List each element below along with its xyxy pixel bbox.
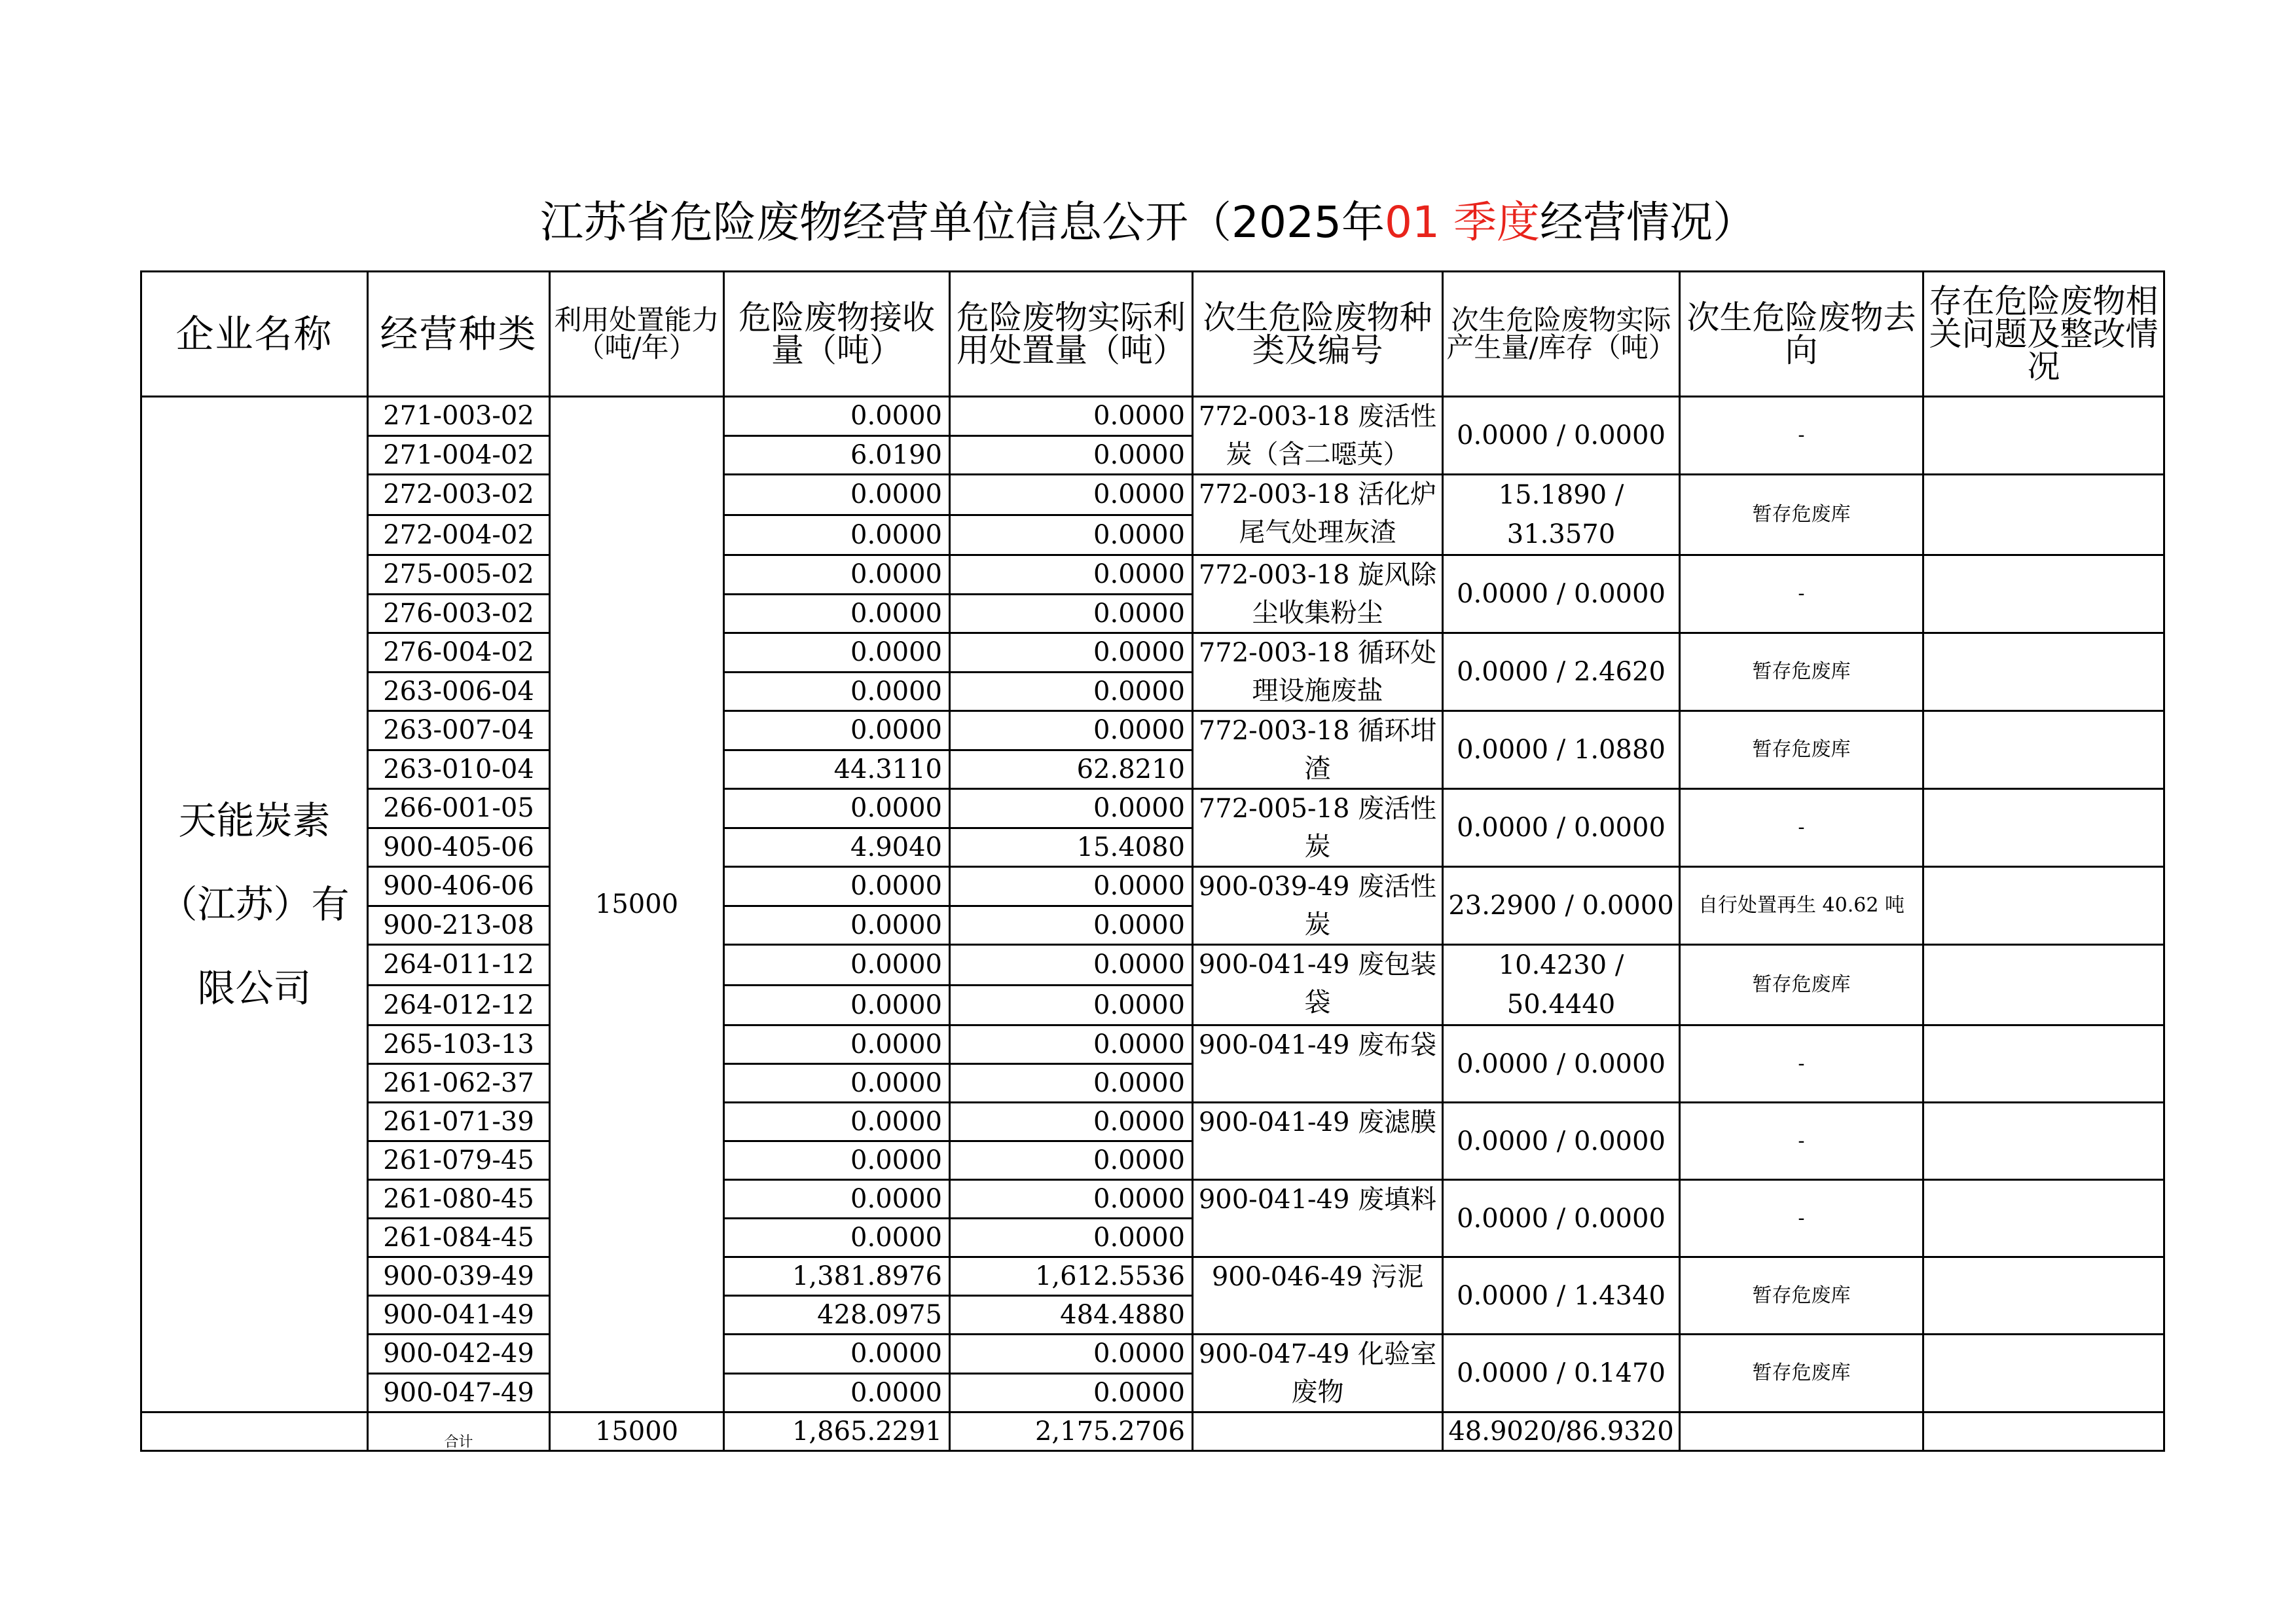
received-value: 0.0000 xyxy=(724,555,950,595)
total-capacity: 15000 xyxy=(550,1412,724,1451)
category-code: 900-213-08 xyxy=(368,906,550,945)
utilized-value: 0.0000 xyxy=(950,867,1193,906)
utilized-value: 0.0000 xyxy=(950,1025,1193,1064)
category-code: 264-012-12 xyxy=(368,985,550,1025)
issue-cell xyxy=(1923,397,2164,475)
secondary-type: 900-047-49 化验室废物 xyxy=(1193,1335,1443,1412)
utilized-value: 0.0000 xyxy=(950,475,1193,515)
secondary-amount: 0.0000 / 0.0000 xyxy=(1443,397,1680,475)
table-body xyxy=(141,397,2164,1451)
utilized-value: 62.8210 xyxy=(950,750,1193,789)
received-value: 0.0000 xyxy=(724,985,950,1025)
table-row xyxy=(141,867,2164,906)
category-code: 263-007-04 xyxy=(368,711,550,750)
total-utilized: 2,175.2706 xyxy=(950,1412,1193,1451)
secondary-destination: 暂存危废库 xyxy=(1680,1335,1923,1412)
received-value: 0.0000 xyxy=(724,945,950,986)
issue-cell xyxy=(1923,1180,2164,1257)
issue-cell xyxy=(1923,711,2164,789)
utilized-value: 0.0000 xyxy=(950,515,1193,555)
secondary-type: 772-003-18 循环坩渣 xyxy=(1193,711,1443,789)
utilized-value: 0.0000 xyxy=(950,1064,1193,1103)
received-value: 0.0000 xyxy=(724,789,950,828)
secondary-type: 900-039-49 废活性炭 xyxy=(1193,867,1443,945)
table-row xyxy=(141,397,2164,436)
category-code: 261-062-37 xyxy=(368,1064,550,1103)
secondary-type: 772-003-18 活化炉尾气处理灰渣 xyxy=(1193,475,1443,555)
utilized-value: 0.0000 xyxy=(950,1335,1193,1374)
utilized-value: 0.0000 xyxy=(950,711,1193,750)
secondary-destination: 暂存危废库 xyxy=(1680,475,1923,555)
category-code: 261-084-45 xyxy=(368,1219,550,1257)
secondary-type: 772-003-18 旋风除尘收集粉尘 xyxy=(1193,555,1443,633)
header-company: 企业名称 xyxy=(141,272,368,397)
secondary-type: 900-041-49 废填料 xyxy=(1193,1180,1443,1257)
issue-cell xyxy=(1923,1025,2164,1103)
secondary-amount: 0.0000 / 0.1470 xyxy=(1443,1335,1680,1412)
total-row xyxy=(141,1412,2164,1451)
category-code: 900-047-49 xyxy=(368,1373,550,1412)
utilized-value: 0.0000 xyxy=(950,906,1193,945)
header-category: 经营种类 xyxy=(368,272,550,397)
secondary-type: 772-003-18 循环处理设施废盐 xyxy=(1193,633,1443,711)
secondary-destination: 暂存危废库 xyxy=(1680,633,1923,711)
issue-cell xyxy=(1923,1103,2164,1180)
received-value: 6.0190 xyxy=(724,435,950,475)
utilized-value: 484.4880 xyxy=(950,1296,1193,1335)
header-capacity: 利用处置能力（吨/年） xyxy=(550,272,724,397)
issue-cell xyxy=(1923,633,2164,711)
header-issues: 存在危险废物相关问题及整改情况 xyxy=(1923,272,2164,397)
capacity-value: 15000 xyxy=(550,397,724,1412)
secondary-amount: 23.2900 / 0.0000 xyxy=(1443,867,1680,945)
utilized-value: 0.0000 xyxy=(950,1180,1193,1219)
category-code: 275-005-02 xyxy=(368,555,550,595)
total-empty-dest xyxy=(1680,1412,1923,1451)
title-prefix: 江苏省危险废物经营单位信息公开（2025年 xyxy=(540,197,1385,248)
category-code: 276-003-02 xyxy=(368,594,550,633)
table-row xyxy=(141,789,2164,828)
secondary-type: 900-041-49 废布袋 xyxy=(1193,1025,1443,1103)
received-value: 0.0000 xyxy=(724,672,950,711)
category-code: 900-406-06 xyxy=(368,867,550,906)
utilized-value: 0.0000 xyxy=(950,1103,1193,1141)
issue-cell xyxy=(1923,475,2164,555)
table-row xyxy=(141,555,2164,595)
table-row xyxy=(141,1335,2164,1374)
received-value: 0.0000 xyxy=(724,711,950,750)
company-name: 天能炭素（江苏）有限公司 xyxy=(141,397,368,1412)
disclosure-table xyxy=(140,270,2165,1452)
total-empty-type xyxy=(1193,1412,1443,1451)
secondary-amount: 0.0000 / 0.0000 xyxy=(1443,1103,1680,1180)
category-code: 900-039-49 xyxy=(368,1257,550,1296)
issue-cell xyxy=(1923,1335,2164,1412)
category-code: 263-010-04 xyxy=(368,750,550,789)
utilized-value: 0.0000 xyxy=(950,1141,1193,1180)
issue-cell xyxy=(1923,945,2164,1025)
utilized-value: 0.0000 xyxy=(950,1373,1193,1412)
category-code: 276-004-02 xyxy=(368,633,550,673)
header-secondary-dest: 次生危险废物去向 xyxy=(1680,272,1923,397)
secondary-amount: 0.0000 / 1.4340 xyxy=(1443,1257,1680,1335)
received-value: 0.0000 xyxy=(724,1335,950,1374)
utilized-value: 15.4080 xyxy=(950,828,1193,867)
secondary-type: 772-003-18 废活性炭（含二噁英） xyxy=(1193,397,1443,475)
received-value: 0.0000 xyxy=(724,1025,950,1064)
secondary-destination: 暂存危废库 xyxy=(1680,1257,1923,1335)
utilized-value: 0.0000 xyxy=(950,945,1193,986)
secondary-destination: - xyxy=(1680,1180,1923,1257)
page-title xyxy=(0,190,2296,255)
received-value: 0.0000 xyxy=(724,515,950,555)
category-code: 271-004-02 xyxy=(368,435,550,475)
received-value: 0.0000 xyxy=(724,1219,950,1257)
received-value: 428.0975 xyxy=(724,1296,950,1335)
total-empty-issue xyxy=(1923,1412,2164,1451)
table-row xyxy=(141,1257,2164,1296)
received-value: 0.0000 xyxy=(724,397,950,436)
secondary-amount: 10.4230 / 50.4440 xyxy=(1443,945,1680,1025)
category-code: 272-003-02 xyxy=(368,475,550,515)
received-value: 0.0000 xyxy=(724,633,950,673)
secondary-destination: - xyxy=(1680,1103,1923,1180)
issue-cell xyxy=(1923,1257,2164,1335)
issue-cell xyxy=(1923,867,2164,945)
received-value: 0.0000 xyxy=(724,475,950,515)
header-secondary-amount: 次生危险废物实际产生量/库存（吨） xyxy=(1443,272,1680,397)
secondary-amount: 0.0000 / 0.0000 xyxy=(1443,555,1680,633)
utilized-value: 0.0000 xyxy=(950,1219,1193,1257)
category-code: 266-001-05 xyxy=(368,789,550,828)
secondary-destination: - xyxy=(1680,789,1923,867)
secondary-amount: 0.0000 / 0.0000 xyxy=(1443,789,1680,867)
secondary-destination: - xyxy=(1680,555,1923,633)
total-secondary-amount: 48.9020/86.9320 xyxy=(1443,1412,1680,1451)
category-code: 264-011-12 xyxy=(368,945,550,986)
table-row xyxy=(141,1180,2164,1219)
secondary-destination: 自行处置再生 40.62 吨 xyxy=(1680,867,1923,945)
title-suffix: 经营情况） xyxy=(1539,197,1756,248)
secondary-type: 900-041-49 废包装袋 xyxy=(1193,945,1443,1025)
received-value: 1,381.8976 xyxy=(724,1257,950,1296)
utilized-value: 0.0000 xyxy=(950,435,1193,475)
utilized-value: 0.0000 xyxy=(950,672,1193,711)
received-value: 0.0000 xyxy=(724,1373,950,1412)
category-code: 261-080-45 xyxy=(368,1180,550,1219)
header-received: 危险废物接收量（吨） xyxy=(724,272,950,397)
secondary-amount: 0.0000 / 0.0000 xyxy=(1443,1180,1680,1257)
total-label: 合计 xyxy=(368,1412,550,1451)
received-value: 44.3110 xyxy=(724,750,950,789)
category-code: 265-103-13 xyxy=(368,1025,550,1064)
received-value: 0.0000 xyxy=(724,1141,950,1180)
issue-cell xyxy=(1923,555,2164,633)
secondary-amount: 0.0000 / 2.4620 xyxy=(1443,633,1680,711)
secondary-type: 900-046-49 污泥 xyxy=(1193,1257,1443,1335)
category-code: 261-079-45 xyxy=(368,1141,550,1180)
table-row xyxy=(141,1025,2164,1064)
secondary-type: 900-041-49 废滤膜 xyxy=(1193,1103,1443,1180)
utilized-value: 0.0000 xyxy=(950,789,1193,828)
category-code: 900-042-49 xyxy=(368,1335,550,1374)
utilized-value: 0.0000 xyxy=(950,633,1193,673)
issue-cell xyxy=(1923,789,2164,867)
utilized-value: 0.0000 xyxy=(950,594,1193,633)
secondary-destination: - xyxy=(1680,397,1923,475)
secondary-amount: 0.0000 / 1.0880 xyxy=(1443,711,1680,789)
secondary-destination: 暂存危废库 xyxy=(1680,945,1923,1025)
secondary-type: 772-005-18 废活性炭 xyxy=(1193,789,1443,867)
table-row xyxy=(141,475,2164,515)
table-row xyxy=(141,633,2164,673)
received-value: 0.0000 xyxy=(724,1064,950,1103)
title-quarter: 01 季度 xyxy=(1385,197,1540,248)
total-empty-company xyxy=(141,1412,368,1451)
secondary-amount: 15.1890 / 31.3570 xyxy=(1443,475,1680,555)
category-code: 263-006-04 xyxy=(368,672,550,711)
category-code: 271-003-02 xyxy=(368,397,550,436)
utilized-value: 0.0000 xyxy=(950,985,1193,1025)
category-code: 272-004-02 xyxy=(368,515,550,555)
table-header xyxy=(141,272,2164,397)
utilized-value: 0.0000 xyxy=(950,397,1193,436)
header-utilized: 危险废物实际利用处置量（吨） xyxy=(950,272,1193,397)
secondary-amount: 0.0000 / 0.0000 xyxy=(1443,1025,1680,1103)
utilized-value: 1,612.5536 xyxy=(950,1257,1193,1296)
received-value: 0.0000 xyxy=(724,1180,950,1219)
table-row xyxy=(141,1103,2164,1141)
category-code: 261-071-39 xyxy=(368,1103,550,1141)
category-code: 900-405-06 xyxy=(368,828,550,867)
received-value: 4.9040 xyxy=(724,828,950,867)
secondary-destination: - xyxy=(1680,1025,1923,1103)
received-value: 0.0000 xyxy=(724,867,950,906)
received-value: 0.0000 xyxy=(724,906,950,945)
header-secondary-type: 次生危险废物种类及编号 xyxy=(1193,272,1443,397)
received-value: 0.0000 xyxy=(724,1103,950,1141)
table-row xyxy=(141,945,2164,986)
utilized-value: 0.0000 xyxy=(950,555,1193,595)
total-received: 1,865.2291 xyxy=(724,1412,950,1451)
table-row xyxy=(141,711,2164,750)
received-value: 0.0000 xyxy=(724,594,950,633)
category-code: 900-041-49 xyxy=(368,1296,550,1335)
secondary-destination: 暂存危废库 xyxy=(1680,711,1923,789)
